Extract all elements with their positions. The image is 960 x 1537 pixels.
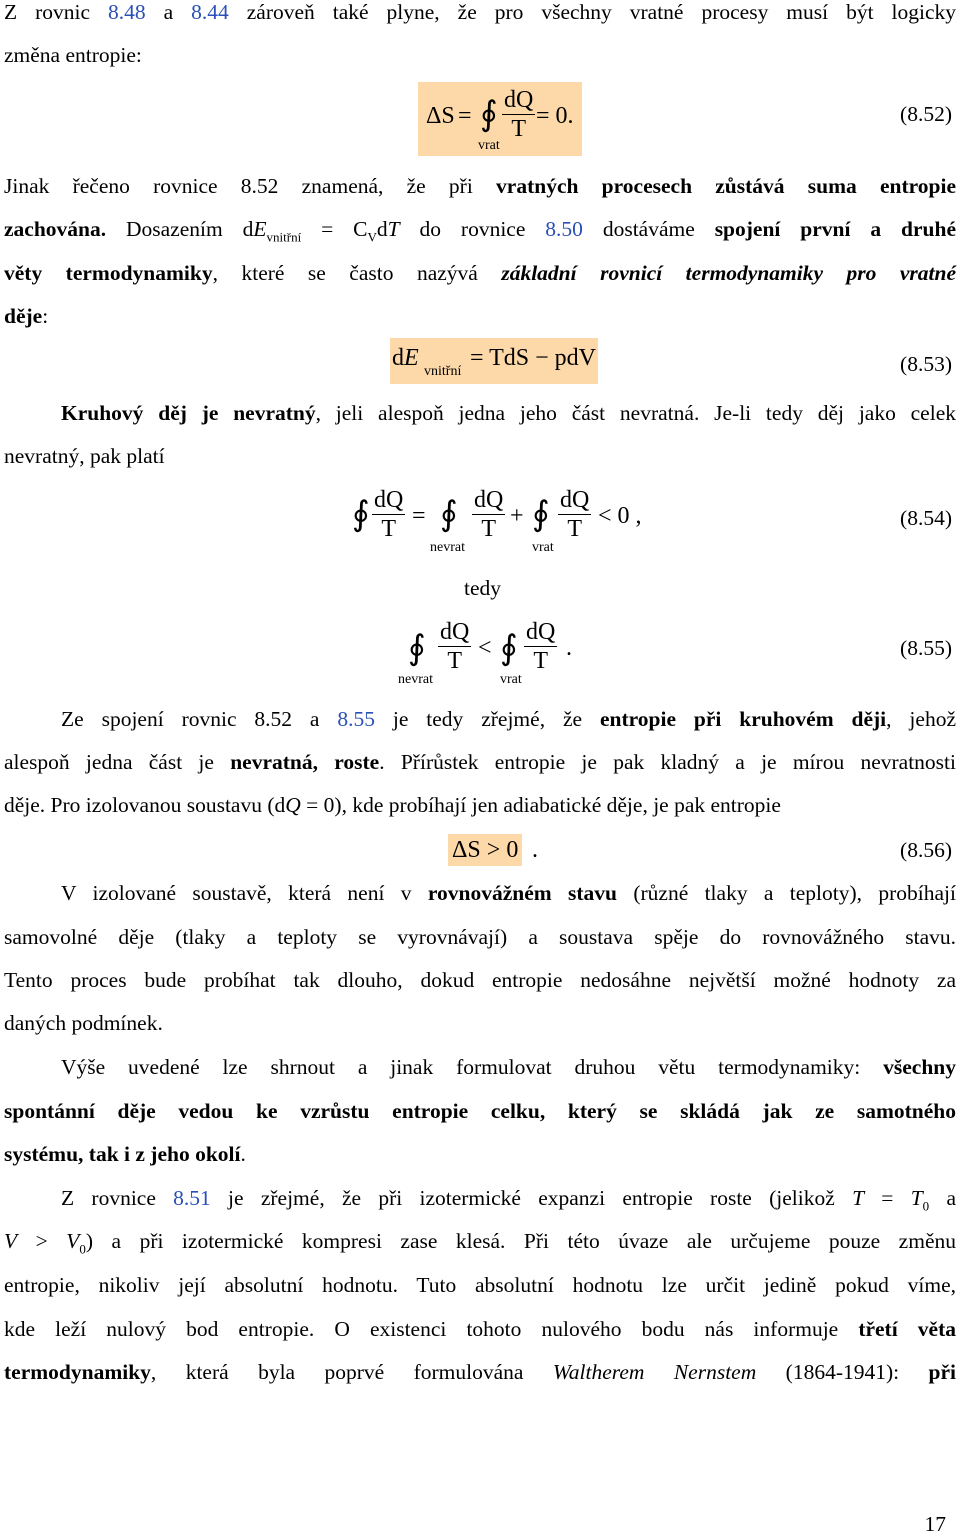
tedy-label: tedy xyxy=(464,576,502,600)
paragraph-line xyxy=(4,783,956,827)
equation-link[interactable]: 8.48 xyxy=(108,0,146,24)
bold-italic-text: základní rovnicí termodynamiky pro vratné xyxy=(501,261,956,285)
paragraph-line xyxy=(4,1307,956,1351)
fraction xyxy=(524,618,557,675)
text: . xyxy=(240,1142,246,1166)
bold-text: spontánní děje vedou ke vzrůstu entropie celku, který se skládá jak ze samotného xyxy=(4,1099,956,1123)
text: Z rovnic xyxy=(4,0,109,24)
equation-link[interactable]: 8.44 xyxy=(191,0,229,24)
paragraph-line xyxy=(61,391,956,435)
text: kde leží nulový bod entropie. O existenci tohoto nulového bodu nás informuje xyxy=(4,1317,859,1341)
text: (různé tlaky a teploty), probíhají xyxy=(617,881,956,905)
text: do rovnice xyxy=(399,217,546,241)
text: = C xyxy=(301,217,368,241)
equation-8-56 xyxy=(448,830,548,868)
math-var: E xyxy=(253,217,267,241)
equation-number: (8.56) xyxy=(900,838,952,862)
paragraph-line xyxy=(4,1350,956,1394)
paragraph-line: Tento proces bude probíhat tak dlouho, dokud entropie nedosáhne největší možné hodnoty za xyxy=(4,968,956,992)
text: d xyxy=(392,345,404,371)
text: , jeli alespoň jedna jeho část nevratná. Je-li tedy děj jako celek xyxy=(315,401,956,425)
paragraph-line xyxy=(61,697,956,741)
equation-link[interactable]: 8.50 xyxy=(545,217,583,241)
integral-subscript: vrat xyxy=(500,672,522,687)
equation-rhs: = TdS − pdV xyxy=(470,345,596,371)
subscript: 0 xyxy=(922,1198,930,1214)
text: ) a při izotermické kompresi zase klesá. Při této úvaze ale určujeme pouze změnu xyxy=(85,1229,956,1253)
period: . xyxy=(532,837,538,863)
numerator: dQ xyxy=(526,619,556,645)
period: . xyxy=(566,635,572,661)
subscript: V xyxy=(367,229,377,245)
equation-8-55 xyxy=(396,618,596,690)
integral-subscript: vrat xyxy=(478,138,500,153)
math-var: Q xyxy=(285,793,301,817)
text: Výše uvedené lze shrnout a jinak formulovat druhou větu termodynamiky: xyxy=(61,1055,884,1079)
paragraph-line xyxy=(4,164,956,208)
text: , jehož xyxy=(886,707,956,731)
fraction xyxy=(372,486,405,543)
equation-8-54 xyxy=(352,486,652,556)
bold-text: všechny xyxy=(883,1055,956,1079)
paragraph-line xyxy=(4,1089,956,1133)
text: (1864-1941): xyxy=(756,1360,929,1384)
numerator: dQ xyxy=(504,87,534,113)
bold-text: nevratná, roste xyxy=(230,750,380,774)
bold-text: zachována. xyxy=(4,217,107,241)
equation-number: (8.53) xyxy=(900,352,952,376)
bold-text: věty termodynamiky xyxy=(4,261,213,285)
bold-text: při xyxy=(928,1360,956,1384)
paragraph-line xyxy=(4,1132,956,1176)
contour-integral-icon: ∮ xyxy=(532,494,550,534)
text: Dosazením d xyxy=(106,217,254,241)
bold-text: termodynamiky xyxy=(4,1360,151,1384)
math-var: V xyxy=(66,1229,80,1253)
bold-text: entropie při kruhovém ději xyxy=(599,707,887,731)
paragraph-line: samovolné děje (tlaky a teploty se vyrovnávají) a soustava spěje do rovnovážného stavu. xyxy=(4,925,956,949)
math-var: T xyxy=(910,1186,923,1210)
plus-sign: + xyxy=(510,503,524,529)
contour-integral-icon: ∮ xyxy=(480,94,498,134)
italic-text: Waltherem Nernstem xyxy=(552,1360,757,1384)
paragraph-line: změna entropie: xyxy=(4,43,142,67)
text: Ze spojení rovnic 8.52 a xyxy=(61,707,338,731)
text: d xyxy=(376,217,388,241)
denominator: T xyxy=(533,648,548,674)
equation-number: (8.55) xyxy=(900,636,952,660)
bold-text: třetí věta xyxy=(858,1317,956,1341)
delta-s: ΔS xyxy=(426,103,455,129)
equation-rhs: = 0. xyxy=(536,103,574,129)
bold-text: spojení první a druhé xyxy=(714,217,956,241)
paragraph-line: entropie, nikoliv její absolutní hodnotu. Tuto absolutní hodnotu lze určit jedině pokud víme, xyxy=(4,1273,956,1297)
fraction xyxy=(558,486,591,543)
math-var: T xyxy=(852,1186,865,1210)
text: , která byla poprvé formulována xyxy=(150,1360,553,1384)
denominator: T xyxy=(381,516,396,542)
text: V izolované soustavě, která není v xyxy=(61,881,428,905)
math-var: E xyxy=(404,345,419,371)
equation-expr: ΔS > 0 xyxy=(448,834,522,866)
text: a xyxy=(145,0,192,24)
bold-text: děje xyxy=(4,304,43,328)
math-var: T xyxy=(387,217,400,241)
equation-number: (8.54) xyxy=(900,506,952,530)
text: Jinak řečeno rovnice 8.52 znamená, že při xyxy=(4,174,497,198)
paragraph-line xyxy=(4,740,956,784)
text: je tedy zřejmé, že xyxy=(374,707,600,731)
bold-text: Kruhový děj je nevratný xyxy=(61,401,316,425)
text: = 0), kde probíhají jen adiabatické děje, je pak entropie xyxy=(300,793,781,817)
text: > xyxy=(17,1229,67,1253)
equals-sign: = xyxy=(458,103,472,129)
equation-number: (8.52) xyxy=(900,102,952,126)
equation-link[interactable]: 8.55 xyxy=(337,707,375,731)
paragraph-line: nevratný, pak platí xyxy=(4,444,165,468)
text: : xyxy=(42,304,49,328)
contour-integral-icon: ∮ xyxy=(440,494,458,534)
equation-rhs: < 0 , xyxy=(598,503,642,529)
contour-integral-icon: ∮ xyxy=(500,628,518,668)
text: děje. Pro izolovanou soustavu (d xyxy=(4,793,286,817)
paragraph-line: daných podmínek. xyxy=(4,1011,163,1035)
text: je zřejmé, že při izotermické expanzi entropie roste (jelikož xyxy=(210,1186,853,1210)
math-var: V xyxy=(4,1229,18,1253)
bold-text: rovnovážném stavu xyxy=(427,881,618,905)
numerator: dQ xyxy=(474,487,504,513)
integral-subscript: nevrat xyxy=(430,540,465,555)
text: alespoň jedna část je xyxy=(4,750,231,774)
numerator: dQ xyxy=(374,487,404,513)
contour-integral-icon: ∮ xyxy=(408,628,426,668)
numerator: dQ xyxy=(440,619,470,645)
equation-8-53 xyxy=(390,338,598,384)
equation-link[interactable]: 8.51 xyxy=(173,1186,211,1210)
bold-text: systému, tak i z jeho okolí xyxy=(4,1142,241,1166)
bold-text: vratných procesech zůstává suma entropie xyxy=(496,174,956,198)
text: = xyxy=(864,1186,911,1210)
subscript: vnitřní xyxy=(424,364,462,379)
text: dostáváme xyxy=(582,217,715,241)
fraction xyxy=(502,86,535,143)
integral-subscript: vrat xyxy=(532,540,554,555)
denominator: T xyxy=(567,516,582,542)
text: a xyxy=(929,1186,956,1210)
subscript: 0 xyxy=(79,1241,86,1257)
numerator: dQ xyxy=(560,487,590,513)
paragraph-line xyxy=(61,1045,956,1089)
text: . Přírůstek entropie je pak kladný a je mírou nevratnosti xyxy=(379,750,956,774)
text: , které se často nazývá xyxy=(212,261,502,285)
contour-integral-icon: ∮ xyxy=(352,494,370,534)
integral-subscript: nevrat xyxy=(398,672,433,687)
text: zároveň také plyne, že pro všechny vratné procesy musí být logicky xyxy=(228,0,957,24)
denominator: T xyxy=(447,648,462,674)
equals-sign: = xyxy=(412,503,426,529)
text: Z rovnice xyxy=(61,1186,174,1210)
paragraph-line xyxy=(4,0,956,34)
paragraph-line xyxy=(61,871,956,915)
less-than-sign: < xyxy=(478,635,492,661)
fraction xyxy=(472,486,505,543)
denominator: T xyxy=(481,516,496,542)
paragraph-line xyxy=(4,251,956,295)
page-number: 17 xyxy=(924,1512,946,1536)
fraction xyxy=(438,618,471,675)
equation-8-52 xyxy=(418,82,582,156)
paragraph-line xyxy=(4,294,956,338)
denominator: T xyxy=(511,116,526,142)
subscript: vnitřní xyxy=(266,229,302,245)
